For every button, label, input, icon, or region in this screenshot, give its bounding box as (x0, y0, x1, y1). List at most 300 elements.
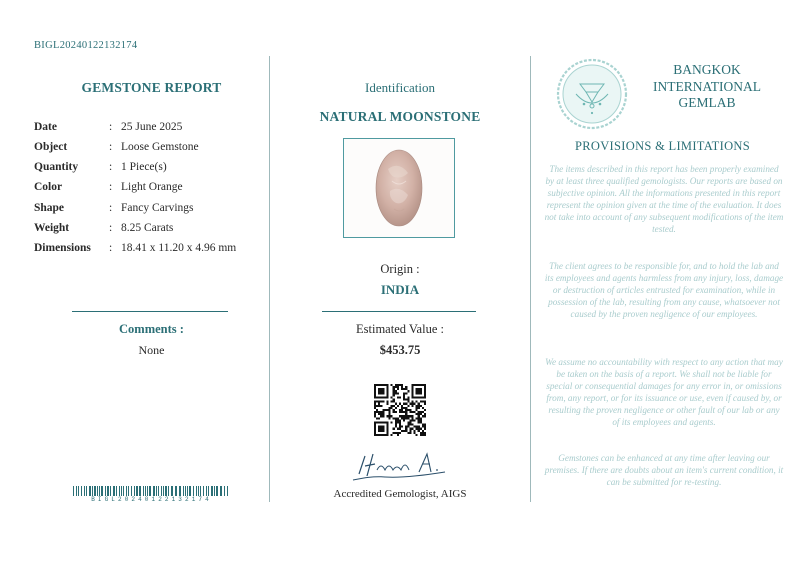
qr-module (399, 432, 401, 434)
qr-module (420, 434, 422, 436)
qr-module (378, 413, 380, 415)
qr-module (389, 407, 391, 409)
qr-module (389, 413, 391, 415)
barcode-bar (97, 486, 98, 496)
qr-module (399, 424, 401, 426)
qr-module (405, 417, 407, 419)
barcode-bar (211, 486, 213, 496)
qr-module (380, 405, 382, 407)
qr-module (378, 403, 380, 405)
qr-module (409, 403, 411, 405)
field-value: 1 Piece(s) (121, 161, 167, 173)
qr-module (420, 411, 422, 413)
qr-module (414, 419, 416, 421)
qr-module (403, 430, 405, 432)
qr-module (399, 428, 401, 430)
qr-module (374, 405, 376, 407)
qr-module (399, 415, 401, 417)
qr-module (424, 415, 426, 417)
qr-module (403, 403, 405, 405)
qr-module (399, 409, 401, 411)
gemstone-image (344, 139, 454, 237)
qr-module (382, 413, 384, 415)
barcode-bar (99, 486, 100, 496)
qr-module (378, 401, 380, 403)
field-shape (34, 202, 194, 222)
field-label: Weight (34, 222, 70, 234)
qr-module (418, 430, 420, 432)
stone-name: NATURAL MOONSTONE (319, 109, 481, 124)
qr-module (418, 417, 420, 419)
qr-module (393, 390, 395, 392)
barcode-bar (216, 486, 218, 496)
barcode-bar (171, 486, 173, 496)
qr-module (395, 403, 397, 405)
barcode-bar (203, 486, 204, 496)
qr-module (422, 407, 424, 409)
qr-module (411, 411, 413, 413)
qr-module (395, 384, 397, 386)
qr-module (405, 403, 407, 405)
estimated-value: $453.75 (379, 343, 421, 357)
estimated-value-label: Estimated Value : (356, 322, 444, 336)
qr-module (378, 426, 384, 432)
barcode-bar (81, 486, 82, 496)
barcode-bar (214, 486, 215, 496)
barcode-bar (156, 486, 157, 496)
qr-module (378, 388, 384, 394)
qr-module (380, 401, 382, 403)
qr-module (411, 401, 413, 403)
qr-module (405, 407, 407, 409)
qr-module (403, 411, 405, 413)
comments-label: Comments : (119, 322, 184, 336)
qr-module (411, 415, 413, 417)
barcode-bar (196, 486, 197, 496)
qr-module (416, 388, 422, 394)
barcode-bar (107, 486, 109, 496)
qr-module (409, 432, 411, 434)
barcode-bar (131, 486, 132, 496)
qr-module (393, 409, 395, 411)
qr-module (391, 407, 393, 409)
qr-module (416, 417, 418, 419)
qr-module (393, 405, 395, 407)
qr-module (407, 424, 409, 426)
barcode-bar (110, 486, 111, 496)
qr-module (397, 434, 399, 436)
qr-module (424, 432, 426, 434)
qr-module (409, 424, 411, 426)
qr-module (391, 384, 393, 386)
qr-module (382, 411, 384, 413)
qr-module (374, 415, 376, 417)
qr-module (424, 403, 426, 405)
gemologist-credit: Accredited Gemologist, AIGS (333, 488, 467, 500)
barcode-bar (126, 486, 127, 496)
qr-module (403, 396, 405, 398)
barcode-bar (208, 486, 209, 496)
provisions-paragraph: The items described in this report has been properly examined by at least three qualified gemologists. Our reports are based on subjective opinion. All the informations presented in this report represent the opinion given at the time of the evaluation. It does not take into account of any subsequent modifications of the item tested. (544, 164, 784, 234)
qr-module (395, 421, 397, 423)
qr-module (401, 417, 403, 419)
qr-module (382, 409, 384, 411)
qr-module (378, 411, 380, 413)
field-colon: : (109, 121, 113, 133)
qr-module (399, 411, 401, 413)
qr-module (401, 409, 403, 411)
qr-module (405, 386, 407, 388)
qr-module (416, 401, 418, 403)
qr-module (416, 426, 418, 428)
qr-module (403, 392, 405, 394)
barcode-bar (179, 486, 181, 496)
barcode-bar (94, 486, 96, 496)
qr-module (411, 405, 413, 407)
field-quantity (34, 161, 167, 181)
barcode-bar (139, 486, 141, 496)
qr-module (376, 405, 378, 407)
field-color (34, 181, 183, 201)
qr-module (380, 415, 382, 417)
field-label: Date (34, 121, 57, 133)
qr-module (393, 417, 395, 419)
field-value: Loose Gemstone (121, 141, 199, 153)
qr-module (374, 411, 376, 413)
gemlab-seal-logo (556, 58, 628, 130)
qr-module (407, 405, 409, 407)
qr-module (418, 403, 420, 405)
barcode-bar (86, 486, 87, 496)
lab-name (640, 62, 774, 112)
barcode-bar (168, 486, 169, 496)
barcode-bar (193, 486, 194, 496)
qr-module (411, 428, 413, 430)
field-colon: : (109, 141, 113, 153)
qr-module (407, 432, 409, 434)
barcode-bar (227, 486, 228, 496)
barcode-bar (153, 486, 155, 496)
qr-module (424, 409, 426, 411)
qr-module (424, 424, 426, 426)
qr-module (409, 421, 411, 423)
qr-module (420, 421, 422, 423)
barcode (73, 486, 230, 496)
qr-module (378, 405, 380, 407)
qr-module (405, 430, 407, 432)
barcode-bar (187, 486, 188, 496)
comments-value: None (138, 343, 165, 357)
qr-module (424, 401, 426, 403)
qr-module (420, 401, 422, 403)
barcode-bar (136, 486, 138, 496)
barcode-bar (189, 486, 191, 496)
qr-module (391, 421, 393, 423)
provisions-paragraph: We assume no accountability with respect to any action that may be taken on the basis of a report. We shall not be liable for special or consequential damages for any error in, or omissions from, any report, or for its issuance or use, even if caused by, or resulting the proven negligence or other fault of our lab or any of its employees and agents. (545, 357, 783, 427)
qr-module (403, 419, 405, 421)
qr-module (397, 417, 399, 419)
qr-module (418, 419, 420, 421)
qr-module (401, 384, 403, 386)
barcode-bar (198, 486, 199, 496)
barcode-bar (147, 486, 148, 496)
qr-module (409, 428, 411, 430)
field-colon: : (109, 222, 113, 234)
qr-module (418, 426, 420, 428)
qr-module (409, 419, 411, 421)
qr-module (374, 407, 376, 409)
barcode-bar (185, 486, 186, 496)
barcode-bar (116, 486, 117, 496)
barcode-bar (149, 486, 151, 496)
field-value: 8.25 Carats (121, 222, 174, 234)
qr-module (407, 421, 409, 423)
qr-module (411, 419, 413, 421)
qr-module (411, 403, 413, 405)
qr-module (407, 426, 409, 428)
qr-module (422, 426, 424, 428)
qr-module (401, 426, 403, 428)
qr-module (393, 401, 395, 403)
qr-module (401, 388, 403, 390)
origin-label: Origin : (380, 262, 420, 276)
qr-module (393, 394, 395, 396)
qr-module (399, 403, 401, 405)
qr-module (418, 407, 420, 409)
qr-module (376, 409, 378, 411)
field-colon: : (109, 181, 113, 193)
barcode-bar (200, 486, 201, 496)
qr-module (382, 401, 384, 403)
qr-module (401, 386, 403, 388)
field-label: Dimensions (34, 242, 91, 254)
qr-module (374, 413, 376, 415)
field-label: Shape (34, 202, 65, 214)
qr-module (393, 399, 395, 401)
qr-module (395, 432, 397, 434)
qr-module (397, 386, 399, 388)
qr-module (420, 419, 422, 421)
qr-module (386, 415, 388, 417)
qr-module (418, 421, 420, 423)
barcode-bar (163, 486, 164, 496)
qr-module (405, 413, 407, 415)
qr-module (399, 426, 401, 428)
qr-module (414, 411, 416, 413)
origin-value: INDIA (380, 282, 420, 297)
qr-module (397, 384, 399, 386)
barcode-text: BIGL20240122132174 (91, 496, 212, 503)
qr-module (401, 405, 403, 407)
barcode-bar (158, 486, 159, 496)
barcode-bar (113, 486, 115, 496)
report-id: BIGL20240122132174 (34, 40, 138, 51)
qr-module (411, 424, 413, 426)
qr-module (414, 432, 416, 434)
qr-module (420, 405, 422, 407)
qr-module (395, 424, 397, 426)
lab-name-line: BANGKOK (673, 62, 741, 77)
qr-module (420, 413, 422, 415)
qr-module (418, 405, 420, 407)
qr-module (395, 392, 397, 394)
qr-module (403, 415, 405, 417)
barcode-bar (105, 486, 106, 496)
qr-module (407, 390, 409, 392)
qr-module (393, 386, 395, 388)
qr-module (376, 417, 378, 419)
qr-module (395, 390, 397, 392)
qr-module (418, 411, 420, 413)
qr-module (391, 415, 393, 417)
qr-module (407, 415, 409, 417)
qr-code (374, 384, 426, 436)
qr-module (399, 396, 401, 398)
qr-module (424, 428, 426, 430)
barcode-bar (89, 486, 91, 496)
qr-module (391, 396, 393, 398)
barcode-bar (73, 486, 74, 496)
qr-module (378, 417, 380, 419)
qr-module (397, 432, 399, 434)
qr-module (374, 403, 376, 405)
barcode-bar (165, 486, 167, 496)
field-value: 25 June 2025 (121, 121, 183, 133)
qr-module (389, 415, 391, 417)
qr-module (424, 434, 426, 436)
qr-module (391, 405, 393, 407)
qr-module (409, 411, 411, 413)
qr-module (401, 430, 403, 432)
qr-module (409, 415, 411, 417)
qr-module (397, 396, 399, 398)
qr-module (397, 388, 399, 390)
qr-module (409, 430, 411, 432)
qr-module (405, 428, 407, 430)
qr-module (380, 411, 382, 413)
qr-module (405, 411, 407, 413)
field-weight (34, 222, 173, 242)
barcode-bar (119, 486, 120, 496)
qr-module (405, 392, 407, 394)
qr-module (382, 415, 384, 417)
field-value: 18.41 x 11.20 x 4.96 mm (121, 242, 237, 254)
qr-module (422, 424, 424, 426)
qr-module (374, 401, 376, 403)
divider-line (72, 311, 228, 312)
qr-module (403, 417, 405, 419)
qr-module (416, 434, 418, 436)
qr-module (403, 399, 405, 401)
qr-module (393, 411, 395, 413)
qr-module (401, 415, 403, 417)
qr-module (397, 392, 399, 394)
qr-module (397, 428, 399, 430)
qr-module (395, 386, 397, 388)
barcode-bar (161, 486, 162, 496)
qr-module (393, 388, 395, 390)
provisions-title: PROVISIONS & LIMITATIONS (575, 139, 750, 153)
qr-module (389, 411, 391, 413)
qr-module (422, 430, 424, 432)
qr-module (416, 413, 418, 415)
qr-module (403, 394, 405, 396)
field-colon: : (109, 202, 113, 214)
barcode-bar (92, 486, 93, 496)
qr-module (399, 421, 401, 423)
qr-module (393, 432, 395, 434)
qr-module (395, 417, 397, 419)
barcode-bar (175, 486, 177, 496)
qr-module (405, 409, 407, 411)
gemstone-photo (343, 138, 455, 238)
qr-module (407, 396, 409, 398)
report-title: GEMSTONE REPORT (81, 80, 222, 95)
qr-module (386, 401, 388, 403)
qr-module (416, 405, 418, 407)
qr-module (376, 401, 378, 403)
qr-module (386, 409, 388, 411)
qr-module (424, 426, 426, 428)
qr-module (414, 426, 416, 428)
field-value: Light Orange (121, 181, 183, 193)
qr-module (405, 426, 407, 428)
barcode-bar (84, 486, 85, 496)
qr-module (407, 417, 409, 419)
qr-module (409, 409, 411, 411)
qr-module (403, 388, 405, 390)
provisions-paragraph: The client agrees to be responsible for, and to hold the lab and its employees and agents harmless from any injury, loss, damage or destruction of articles entrusted for examination, while in possession of the lab, resulting from any cause, whatsoever not caused by the proven negligence of our employees. (544, 261, 784, 319)
qr-module (397, 419, 399, 421)
field-object (34, 141, 199, 161)
qr-module (395, 426, 397, 428)
qr-module (399, 384, 401, 386)
qr-module (405, 388, 407, 390)
identification-label: Identification (364, 80, 436, 95)
field-colon: : (109, 242, 113, 254)
barcode-bar (128, 486, 129, 496)
qr-module (405, 415, 407, 417)
qr-module (403, 407, 405, 409)
qr-module (389, 417, 391, 419)
barcode-bar (145, 486, 146, 496)
field-label: Quantity (34, 161, 79, 173)
qr-module (414, 403, 416, 405)
barcode-bar (123, 486, 124, 496)
qr-module (395, 411, 397, 413)
barcode-bar (206, 486, 207, 496)
field-date (34, 121, 182, 141)
qr-module (407, 409, 409, 411)
field-value: Fancy Carvings (121, 202, 194, 214)
qr-module (401, 411, 403, 413)
qr-module (418, 415, 420, 417)
field-colon: : (109, 161, 113, 173)
qr-module (420, 417, 422, 419)
qr-module (418, 428, 420, 430)
barcode-bar (224, 486, 225, 496)
field-label: Color (34, 181, 63, 193)
qr-module (397, 421, 399, 423)
gemologist-signature (345, 450, 455, 486)
qr-module (422, 411, 424, 413)
lab-name-line: INTERNATIONAL (653, 78, 761, 94)
qr-module (397, 405, 399, 407)
field-dimensions (34, 242, 236, 262)
barcode-bar (220, 486, 222, 496)
qr-module (424, 413, 426, 415)
barcode-bar (101, 486, 103, 496)
